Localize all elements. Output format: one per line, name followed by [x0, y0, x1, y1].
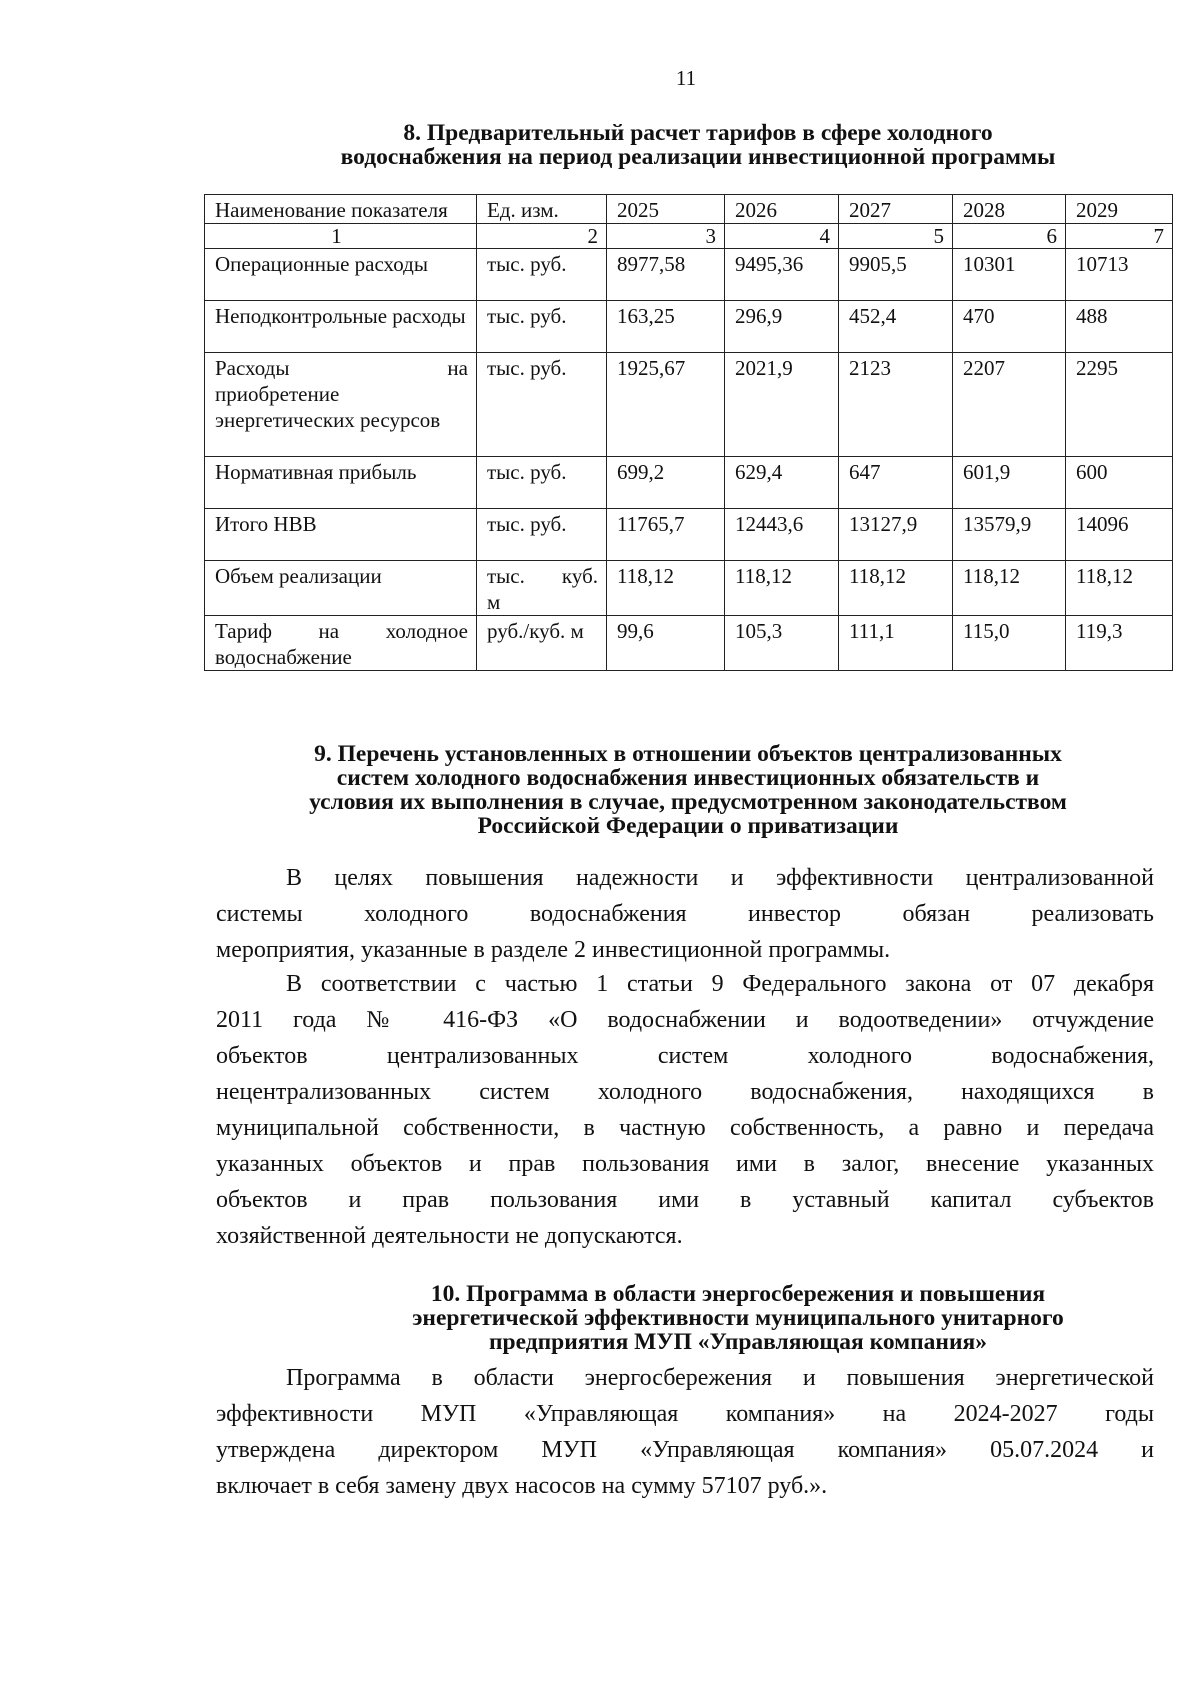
value-cell: 13127,9	[839, 509, 953, 561]
paragraph-line: системы холодного водоснабжения инвестор обязан реализовать	[216, 901, 1154, 927]
value-cell: 105,3	[725, 616, 839, 671]
index-cell: 1	[205, 224, 477, 249]
unit-cell: тыс. куб. м	[477, 561, 607, 616]
section-8-title-line: 8. Предварительный расчет тарифов в сфере холодного	[403, 120, 993, 146]
value-cell: 115,0	[953, 616, 1066, 671]
table-row	[205, 353, 1173, 457]
value-cell: 647	[839, 457, 953, 509]
value-cell: 10713	[1066, 249, 1173, 301]
value-cell: 488	[1066, 301, 1173, 353]
value-cell: 118,12	[1066, 561, 1173, 616]
indicator-name-cell: Расходы на приобретение энергетических ресурсов	[205, 353, 477, 457]
indicator-name-cell: Неподконтрольные расходы	[205, 301, 477, 353]
value-cell: 163,25	[607, 301, 725, 353]
table-row	[205, 616, 1173, 671]
value-cell: 99,6	[607, 616, 725, 671]
value-cell: 9905,5	[839, 249, 953, 301]
indicator-name-cell: Тариф на холодное водоснабжение	[205, 616, 477, 671]
value-cell: 111,1	[839, 616, 953, 671]
paragraph-line: объектов централизованных систем холодного водоснабжения,	[216, 1043, 1154, 1069]
page-number: 11	[675, 66, 697, 90]
value-cell: 600	[1066, 457, 1173, 509]
value-cell: 118,12	[725, 561, 839, 616]
value-cell: 118,12	[607, 561, 725, 616]
indicator-name-cell: Итого НВВ	[205, 509, 477, 561]
section-9-paragraph-1	[216, 860, 1154, 968]
value-cell: 118,12	[953, 561, 1066, 616]
section-9-title-line: Российской Федерации о приватизации	[477, 813, 899, 839]
section-10-paragraph	[216, 1360, 1154, 1504]
paragraph-line: мероприятия, указанные в разделе 2 инвестиционной программы.	[216, 937, 891, 963]
indicator-name-cell: Операционные расходы	[205, 249, 477, 301]
unit-cell: тыс. руб.	[477, 457, 607, 509]
index-cell: 4	[725, 224, 839, 249]
section-9-title-line: условия их выполнения в случае, предусмотренном законодательством	[309, 789, 1067, 815]
value-cell: 10301	[953, 249, 1066, 301]
value-cell: 12443,6	[725, 509, 839, 561]
header-cell: 2029	[1066, 195, 1173, 224]
section-9-title-line: 9. Перечень установленных в отношении объектов централизованных	[314, 741, 1062, 767]
header-cell: 2028	[953, 195, 1066, 224]
value-cell: 8977,58	[607, 249, 725, 301]
value-cell: 601,9	[953, 457, 1066, 509]
header-cell: Наименование показателя	[205, 195, 477, 224]
table-body	[205, 249, 1173, 671]
section-9-paragraph-2	[216, 966, 1154, 1254]
index-cell: 7	[1066, 224, 1173, 249]
index-cell: 2	[477, 224, 607, 249]
value-cell: 2021,9	[725, 353, 839, 457]
section-10-title-line: энергетической эффективности муниципального унитарного	[412, 1305, 1064, 1331]
paragraph-line: Программа в области энергосбережения и повышения энергетической	[286, 1365, 1154, 1391]
value-cell: 699,2	[607, 457, 725, 509]
value-cell: 629,4	[725, 457, 839, 509]
unit-cell: тыс. руб.	[477, 249, 607, 301]
section-10-title	[326, 1282, 1150, 1354]
value-cell: 118,12	[839, 561, 953, 616]
table-header-row	[205, 195, 1173, 224]
table-row	[205, 561, 1173, 616]
value-cell: 2295	[1066, 353, 1173, 457]
table-row	[205, 509, 1173, 561]
section-8-title-line: водоснабжения на период реализации инвестиционной программы	[340, 144, 1056, 170]
index-cell: 6	[953, 224, 1066, 249]
value-cell: 9495,36	[725, 249, 839, 301]
tariff-table	[204, 194, 1173, 671]
header-cell: 2027	[839, 195, 953, 224]
header-cell: Ед. изм.	[477, 195, 607, 224]
unit-cell: тыс. руб.	[477, 509, 607, 561]
paragraph-line: 2011 года № 416-ФЗ «О водоснабжении и водоотведении» отчуждение	[216, 1007, 1154, 1033]
paragraph-line: утверждена директором МУП «Управляющая компания» 05.07.2024 и	[216, 1437, 1154, 1463]
section-10-title-line: 10. Программа в области энергосбережения и повышения	[430, 1281, 1046, 1307]
paragraph-line: нецентрализованных систем холодного водоснабжения, находящихся в	[216, 1079, 1154, 1105]
paragraph-line: хозяйственной деятельности не допускаются.	[216, 1223, 683, 1249]
value-cell: 1925,67	[607, 353, 725, 457]
table-row	[205, 457, 1173, 509]
indicator-name-cell: Объем реализации	[205, 561, 477, 616]
paragraph-line: В соответствии с частью 1 статьи 9 Федерального закона от 07 декабря	[286, 971, 1154, 997]
paragraph-line: объектов и прав пользования ими в уставный капитал субъектов	[216, 1187, 1154, 1213]
unit-cell: тыс. руб.	[477, 301, 607, 353]
value-cell: 119,3	[1066, 616, 1173, 671]
indicator-name-cell: Нормативная прибыль	[205, 457, 477, 509]
value-cell: 14096	[1066, 509, 1173, 561]
paragraph-line: муниципальной собственности, в частную собственность, а равно и передача	[216, 1115, 1154, 1141]
value-cell: 11765,7	[607, 509, 725, 561]
header-cell: 2026	[725, 195, 839, 224]
unit-cell: руб./куб. м	[477, 616, 607, 671]
section-10-title-line: предприятия МУП «Управляющая компания»	[489, 1329, 987, 1355]
section-9-title	[226, 742, 1150, 838]
value-cell: 470	[953, 301, 1066, 353]
paragraph-line: указанных объектов и прав пользования ими в залог, внесение указанных	[216, 1151, 1154, 1177]
table-index-row	[205, 224, 1173, 249]
paragraph-line: эффективности МУП «Управляющая компания» на 2024-2027 годы	[216, 1401, 1154, 1427]
table-row	[205, 249, 1173, 301]
unit-cell: тыс. руб.	[477, 353, 607, 457]
index-cell: 3	[607, 224, 725, 249]
paragraph-line: В целях повышения надежности и эффективности централизованной	[286, 865, 1154, 891]
header-cell: 2025	[607, 195, 725, 224]
value-cell: 13579,9	[953, 509, 1066, 561]
value-cell: 2207	[953, 353, 1066, 457]
table-row	[205, 301, 1173, 353]
section-9-title-line: систем холодного водоснабжения инвестиционных обязательств и	[336, 765, 1040, 791]
section-8-title	[256, 121, 1140, 169]
index-cell: 5	[839, 224, 953, 249]
paragraph-line: включает в себя замену двух насосов на сумму 57107 руб.».	[216, 1473, 828, 1499]
value-cell: 296,9	[725, 301, 839, 353]
value-cell: 2123	[839, 353, 953, 457]
value-cell: 452,4	[839, 301, 953, 353]
